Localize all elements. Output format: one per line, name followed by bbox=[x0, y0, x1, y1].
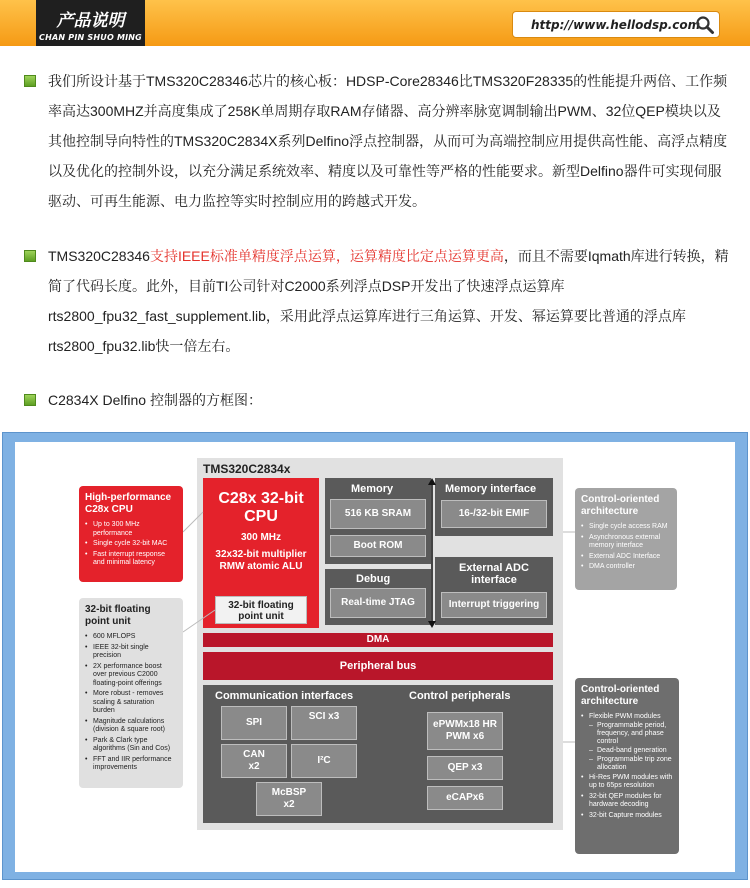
fpu-label: 32-bit floating point unit bbox=[228, 600, 294, 622]
epwm-label: ePWMx18 HR PWM x6 bbox=[433, 719, 497, 742]
memory-interface-label: Memory interface bbox=[445, 483, 537, 495]
callout-arch2-item: • 32-bit QEP modules for hardware decoding bbox=[581, 793, 673, 810]
callout-arch-item: • Asynchronous external memory interface bbox=[581, 534, 671, 551]
callout-floating-point bbox=[79, 598, 183, 788]
callout-control-architecture-title: Control-oriented architecture bbox=[581, 494, 660, 517]
callout-arch2-subitem: – Programmable period, frequency, and phase control bbox=[589, 722, 673, 746]
can-label: CAN x2 bbox=[243, 749, 265, 772]
callout-high-performance-title: High-performance C28x CPU bbox=[85, 492, 172, 515]
interrupt-triggering-label: Interrupt triggering bbox=[448, 599, 540, 610]
callout-control-architecture-2-title: Control-oriented architecture bbox=[581, 684, 660, 707]
bullet-icon bbox=[24, 394, 36, 406]
callout-arch-item: • DMA controller bbox=[581, 563, 671, 572]
callout-hp-item: • Up to 300 MHz performance bbox=[85, 521, 177, 538]
cpu-title: C28x 32-bit CPU bbox=[218, 490, 304, 525]
bullet-icon bbox=[24, 75, 36, 87]
peripheral-bus-label: Peripheral bus bbox=[339, 660, 417, 672]
section-title bbox=[36, 0, 145, 46]
callout-fp-item: • 2X performance boost over previous C2000 floating-point offerings bbox=[85, 663, 177, 689]
dma-label: DMA bbox=[366, 634, 390, 645]
callout-arch-item: • Single cycle access RAM bbox=[581, 523, 671, 532]
paragraph-float-a: TMS320C28346 bbox=[48, 248, 150, 264]
search-icon[interactable] bbox=[695, 15, 715, 35]
callout-fp-item: • More robust - removes scaling & saturation burden bbox=[85, 690, 177, 716]
callout-arch2-subitem: – Dead-band generation bbox=[589, 747, 673, 755]
callout-hp-item: • Single cycle 32-bit MAC bbox=[85, 540, 177, 549]
callout-arch2-item bbox=[581, 713, 673, 772]
block-diagram bbox=[15, 442, 735, 872]
callout-arch2-item: • Hi-Res PWM modules with up to 65ps resolution bbox=[581, 774, 673, 791]
callout-arch2-item-label: Flexible PWM modules bbox=[589, 713, 661, 720]
sram-label: 516 KB SRAM bbox=[344, 508, 412, 519]
callout-fp-item: • 600 MFLOPS bbox=[85, 633, 177, 642]
callout-hp-item: • Fast interrupt response and minimal latency bbox=[85, 551, 177, 568]
boot-rom-label: Boot ROM bbox=[353, 540, 403, 551]
bullet-icon bbox=[24, 250, 36, 262]
paragraph-float-b: ，而且不需要Iqmath库进行转换，精简了代码长度。此外，目前TI公司针对C2000系列浮点DSP开发出了快速浮点运算库rts2800_fpu32_fast_supplement.lib，采用此浮点运算库进行三角运算、开发、幂运算要比普通的浮点库rts2800_fpu32.lib快一倍左右。 bbox=[48, 248, 729, 354]
external-adc-label: External ADC interface bbox=[459, 562, 529, 586]
section-title-en: CHAN PIN SHUO MING bbox=[39, 33, 142, 42]
paragraph-float-highlight: 支持IEEE标准单精度浮点运算，运算精度比定点运算更高 bbox=[149, 248, 504, 264]
url-box[interactable] bbox=[512, 11, 720, 38]
header-bar bbox=[0, 0, 750, 46]
chip-title: TMS320C2834x bbox=[203, 462, 291, 476]
url-link[interactable]: http://www.hellodsp.com bbox=[531, 18, 701, 32]
paragraph-intro: 我们所设计基于TMS320C28346芯片的核心板：HDSP-Core28346比TMS320F28335的性能提升两倍、工作频率高达300MHZ并高度集成了258K单周期存取RAM存储器、高分辨率脉宽调制输出PWM、32位QEP模块以及其他控制导向特性的TMS320C2834X系列Delfino浮点控制器，从而可为高端控制应用提供高性能、高浮点精度以及优化的控制外设，以充分满足系统效率、精度以及可靠性等严格的性能要求。新型Delfino器件可实现伺服驱动、可再生能源、电力监控等实时控制应用的跨越式开发。 bbox=[48, 73, 728, 209]
diagram-frame bbox=[2, 432, 748, 880]
paragraph-float bbox=[48, 241, 734, 361]
i2c-label: I²C bbox=[317, 755, 331, 766]
callout-fp-item: • FFT and IIR performance improvements bbox=[85, 756, 177, 773]
debug-label: Debug bbox=[356, 573, 391, 585]
control-peripherals-label: Control peripherals bbox=[409, 690, 511, 702]
callout-arch2-subitem: – Programmable trip zone allocation bbox=[589, 756, 673, 772]
callout-arch-item: • External ADC Interface bbox=[581, 553, 671, 562]
memory-label: Memory bbox=[351, 483, 394, 495]
sci-label: SCI x3 bbox=[308, 711, 340, 722]
callout-fp-item: • Park & Clark type algorithms (Sin and Cos) bbox=[85, 737, 177, 754]
callout-high-performance bbox=[79, 486, 183, 582]
spi-label: SPI bbox=[245, 717, 263, 728]
communication-interfaces-label: Communication interfaces bbox=[215, 690, 354, 702]
jtag-label: Real-time JTAG bbox=[341, 597, 415, 608]
ecap-label: eCAPx6 bbox=[446, 792, 484, 803]
callout-control-architecture bbox=[575, 488, 677, 590]
cpu-freq: 300 MHz bbox=[240, 532, 281, 543]
callout-control-architecture-2 bbox=[575, 678, 679, 854]
emif-label: 16-/32-bit EMIF bbox=[458, 508, 530, 519]
callout-fp-item: • Magnitude calculations (division & square root) bbox=[85, 718, 177, 735]
paragraph-diagram-caption: C2834X Delfino 控制器的方框图： bbox=[48, 392, 262, 408]
cpu-multiplier: 32x32-bit multiplier RMW atomic ALU bbox=[215, 549, 307, 572]
callout-floating-point-title: 32-bit floating point unit bbox=[85, 604, 151, 627]
callout-arch2-item: • 32-bit Capture modules bbox=[581, 812, 673, 821]
mcbsp-label: McBSP x2 bbox=[271, 787, 307, 810]
section-title-cn: 产品说明 bbox=[56, 11, 125, 31]
qep-label: QEP x3 bbox=[447, 762, 483, 773]
callout-fp-item: • IEEE 32-bit single precision bbox=[85, 644, 177, 661]
